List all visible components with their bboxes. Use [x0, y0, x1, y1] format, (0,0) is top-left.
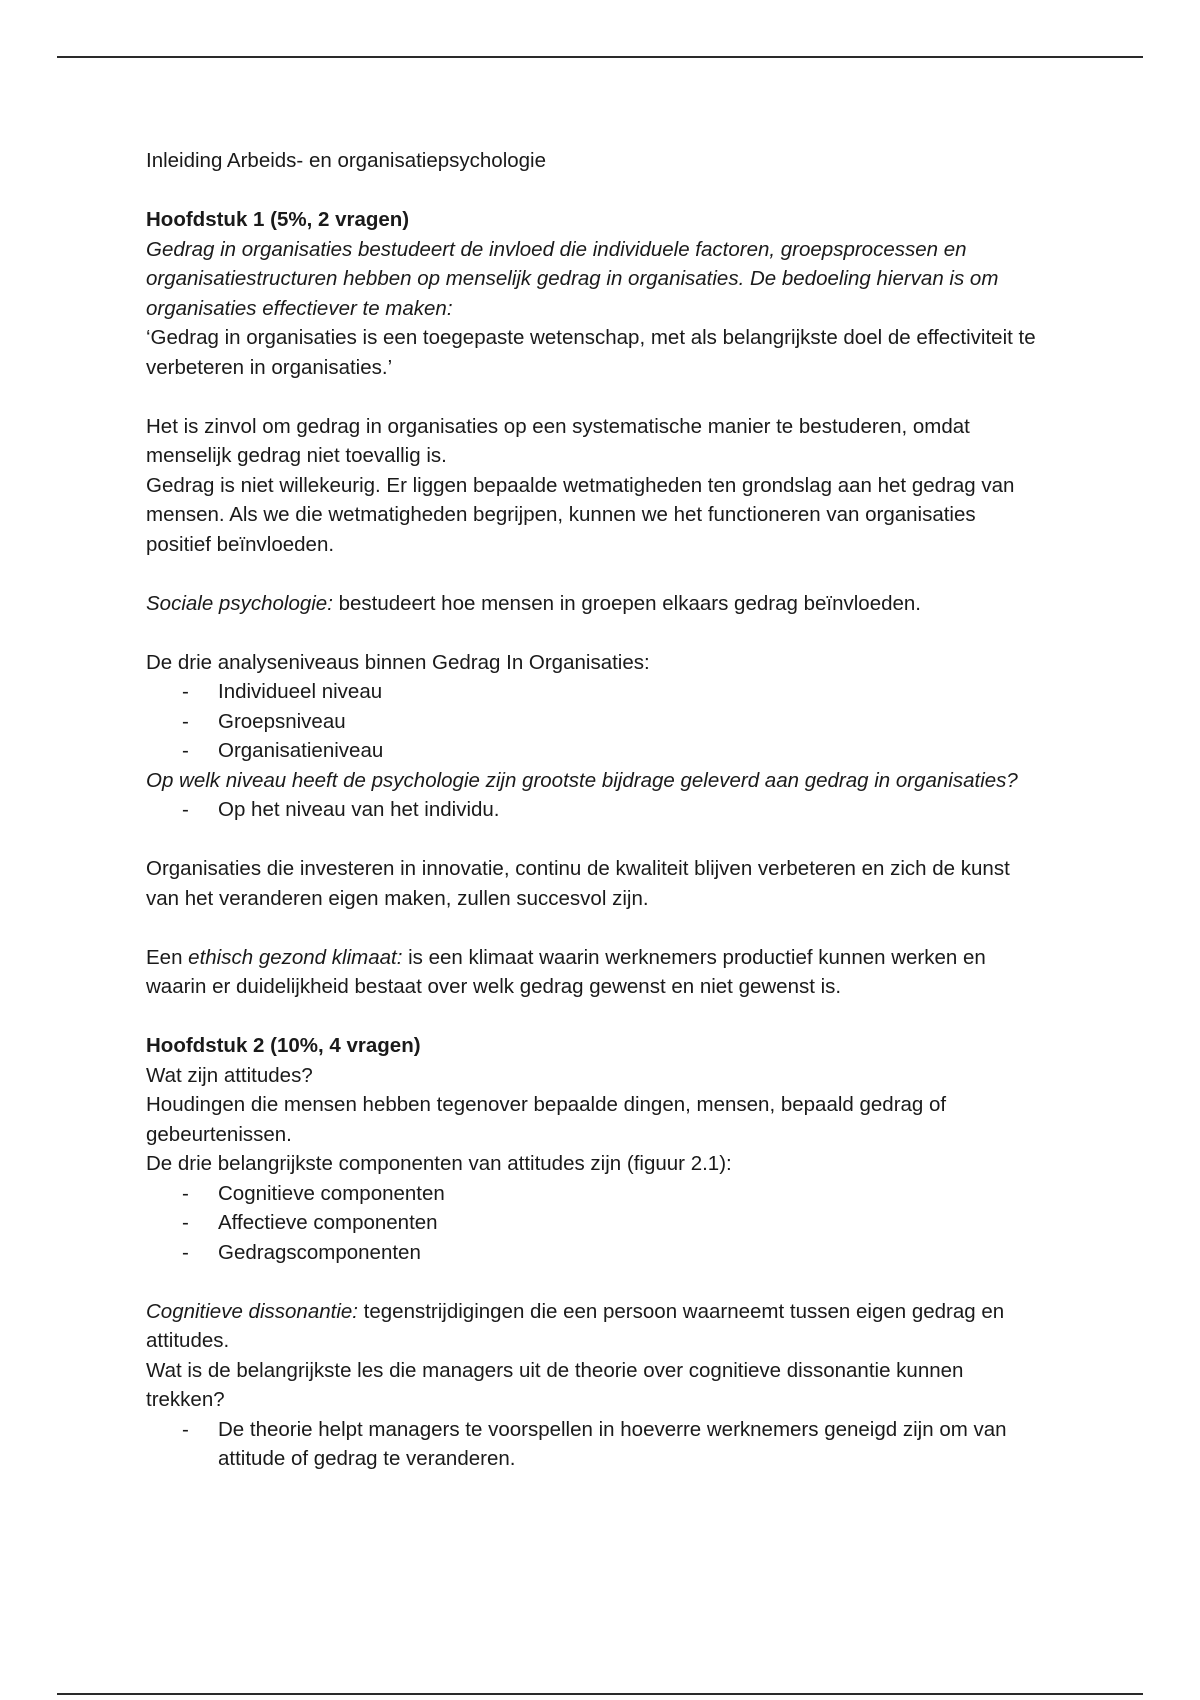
- levels-list: [146, 677, 1046, 766]
- social-psychology-definition: [146, 589, 1046, 619]
- list-item: - Groepsniveau: [146, 707, 1046, 737]
- levels-question: Op welk niveau heeft de psychologie zijn grootste bijdrage geleverd aan gedrag in organisaties?: [146, 768, 1018, 792]
- social-psychology-term: Sociale psychologie:: [146, 591, 333, 615]
- list-item: - Individueel niveau: [146, 677, 1046, 707]
- ch1-laws-paragraph: Gedrag is niet willekeurig. Er liggen bepaalde wetmatigheden ten grondslag aan het gedrag van mensen. Als we die wetmatigheden begrijpen, kunnen we het functioneren van organisaties positief beïnvloeden.: [146, 473, 1015, 556]
- dissonance-definition: Cognitieve dissonantie: tegenstrijdigingen die een persoon waarneemt tussen eigen gedrag en attitudes.: [146, 1299, 1005, 1352]
- dash-bullet: -: [182, 1181, 189, 1205]
- dash-bullet: -: [182, 798, 189, 821]
- dash-bullet: -: [182, 1211, 189, 1234]
- lesson-answer-list: [146, 1415, 1046, 1474]
- footer-rule: [57, 1693, 1143, 1695]
- attitudes-question: Wat zijn attitudes?: [146, 1063, 313, 1087]
- levels-answer-list: [146, 795, 1046, 825]
- chapter-1-heading: Hoofdstuk 1 (5%, 2 vragen): [146, 208, 410, 231]
- ch1-quote: ‘Gedrag in organisaties is een toegepaste wetenschap, met als belangrijkste doel de effectiviteit te verbeteren in organisaties.’: [146, 326, 1036, 379]
- components-intro: De drie belangrijkste componenten van attitudes zijn (figuur 2.1):: [146, 1152, 732, 1175]
- list-item: - Organisatieniveau: [146, 736, 1046, 766]
- document-body: [146, 146, 1046, 1474]
- lesson-question: Wat is de belangrijkste les die managers uit de theorie over cognitieve dissonantie kunnen trekken?: [146, 1358, 964, 1411]
- ch1-intro: Gedrag in organisaties bestudeert de invloed die individuele factoren, groepsprocessen en organisatiestructuren hebben op menselijk gedrag in organisaties. De bedoeling hiervan is om organisaties effectiever te maken:: [146, 237, 999, 320]
- ethical-climate-definition: Een ethisch gezond klimaat: is een klimaat waarin werknemers productief kunnen werken en waarin er duidelijkheid bestaat over welk gedrag gewenst en niet gewenst is.: [146, 945, 986, 998]
- dash-bullet: -: [182, 739, 189, 762]
- ethical-climate-term: ethisch gezond klimaat:: [188, 945, 403, 969]
- levels-intro: De drie analyseniveaus binnen Gedrag In Organisaties:: [146, 650, 650, 674]
- innovation-paragraph: Organisaties die investeren in innovatie, continu de kwaliteit blijven verbeteren en zich de kunst van het veranderen eigen maken, zullen succesvol zijn.: [146, 857, 1010, 910]
- dash-bullet: -: [182, 709, 189, 733]
- list-item: - Op het niveau van het individu.: [146, 795, 1046, 825]
- list-item: - De theorie helpt managers te voorspellen in hoeverre werknemers geneigd zijn om van attitude of gedrag te veranderen.: [146, 1415, 1046, 1474]
- attitudes-answer: Houdingen die mensen hebben tegenover bepaalde dingen, mensen, bepaald gedrag of gebeurtenissen.: [146, 1093, 947, 1146]
- header-rule: [57, 56, 1143, 58]
- dash-bullet: -: [182, 1240, 189, 1264]
- chapter-2-heading: Hoofdstuk 2 (10%, 4 vragen): [146, 1034, 421, 1057]
- dash-bullet: -: [182, 1417, 189, 1441]
- components-list: [146, 1179, 1046, 1268]
- document-title: Inleiding Arbeids- en organisatiepsychologie: [146, 149, 547, 172]
- ch1-systematic-paragraph: Het is zinvol om gedrag in organisaties op een systematische manier te bestuderen, omdat menselijk gedrag niet toevallig is.: [146, 414, 970, 467]
- dissonance-term: Cognitieve dissonantie:: [146, 1299, 358, 1323]
- list-item: - Affectieve componenten: [146, 1208, 1046, 1238]
- dash-bullet: -: [182, 680, 189, 703]
- list-item: - Gedragscomponenten: [146, 1238, 1046, 1268]
- social-psychology-text: bestudeert hoe mensen in groepen elkaars gedrag beïnvloeden.: [332, 591, 921, 615]
- list-item: - Cognitieve componenten: [146, 1179, 1046, 1209]
